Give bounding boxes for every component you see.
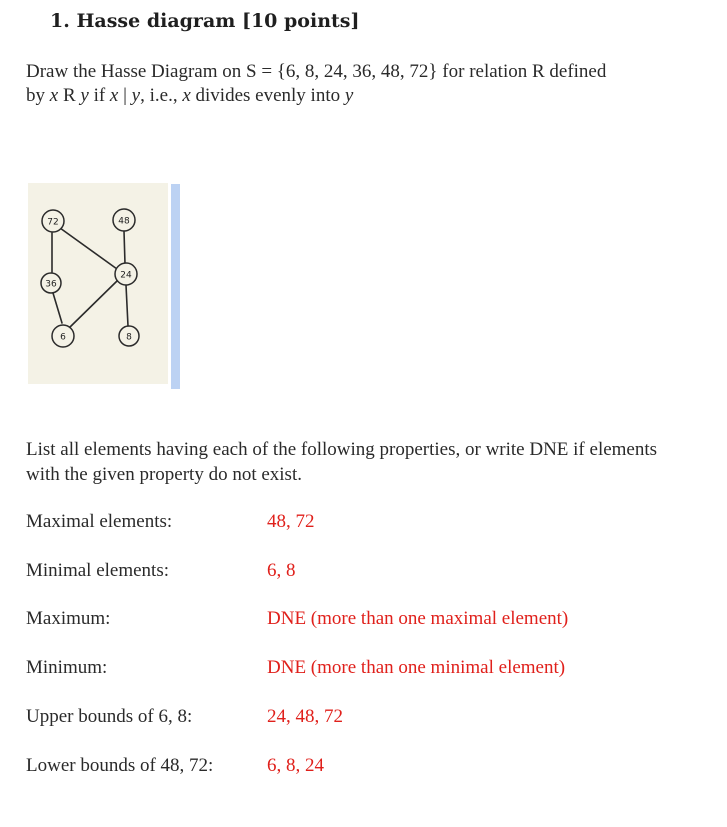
question-title: Hasse diagram [10 points]: [76, 10, 360, 32]
node-6-label: 6: [60, 332, 66, 343]
node-8-label: 8: [126, 332, 132, 343]
var-y: y: [80, 85, 89, 106]
question-number: 1.: [50, 10, 70, 32]
image-selection-bar: [171, 184, 180, 389]
property-label: Minimal elements:: [26, 560, 170, 581]
question-heading: [50, 10, 359, 32]
answer-value: 48, 72: [267, 511, 315, 532]
answer-value: 6, 8: [267, 560, 296, 581]
hasse-diagram-svg: [28, 183, 168, 384]
property-label: Upper bounds of 6, 8:: [26, 706, 193, 727]
answer-row-maximum: [26, 608, 706, 634]
answer-value: 24, 48, 72: [267, 706, 343, 727]
edge-6-24: [68, 281, 117, 329]
answer-value: 6, 8, 24: [267, 755, 324, 776]
answer-row-maximal: [26, 511, 706, 537]
var-x: x: [49, 85, 59, 106]
var-x: x: [109, 85, 119, 106]
question-prompt: [26, 60, 686, 108]
answer-value: DNE (more than one minimal element): [267, 657, 566, 678]
hasse-diagram-image: [28, 183, 168, 384]
edge-6-36: [53, 293, 62, 323]
prompt-text: by: [26, 85, 50, 106]
prompt-text: , i.e.,: [140, 85, 183, 106]
node-48-label: 48: [118, 216, 130, 227]
edge-8-24: [126, 285, 128, 326]
node-24-label: 24: [120, 270, 132, 281]
property-label: Maximum:: [26, 608, 111, 629]
node-36-label: 36: [45, 279, 57, 290]
instructions-text: List all elements having each of the following properties, or write DNE if elements with the given property do not exist.: [26, 439, 658, 485]
property-label: Minimum:: [26, 657, 108, 678]
prompt-text: if: [88, 85, 110, 106]
prompt-line-1: Draw the Hasse Diagram on S = {6, 8, 24, 36, 48, 72} for relation R defined: [26, 61, 607, 82]
prompt-text: |: [118, 85, 132, 106]
answer-row-minimum: [26, 657, 706, 683]
answer-value: DNE (more than one maximal element): [267, 608, 569, 629]
var-x: x: [182, 85, 191, 106]
prompt-text: R: [58, 85, 81, 106]
answer-row-upper-bounds: [26, 706, 706, 732]
edge-24-72: [60, 228, 117, 269]
var-y: y: [344, 85, 354, 106]
var-y: y: [131, 85, 141, 106]
node-72-label: 72: [47, 217, 59, 228]
answer-row-lower-bounds: [26, 755, 706, 781]
property-label: Maximal elements:: [26, 511, 173, 532]
property-label: Lower bounds of 48, 72:: [26, 755, 214, 776]
edge-24-48: [124, 231, 125, 264]
prompt-line-2: [26, 84, 686, 108]
answer-row-minimal: [26, 560, 706, 586]
prompt-text: divides evenly into: [190, 85, 345, 106]
